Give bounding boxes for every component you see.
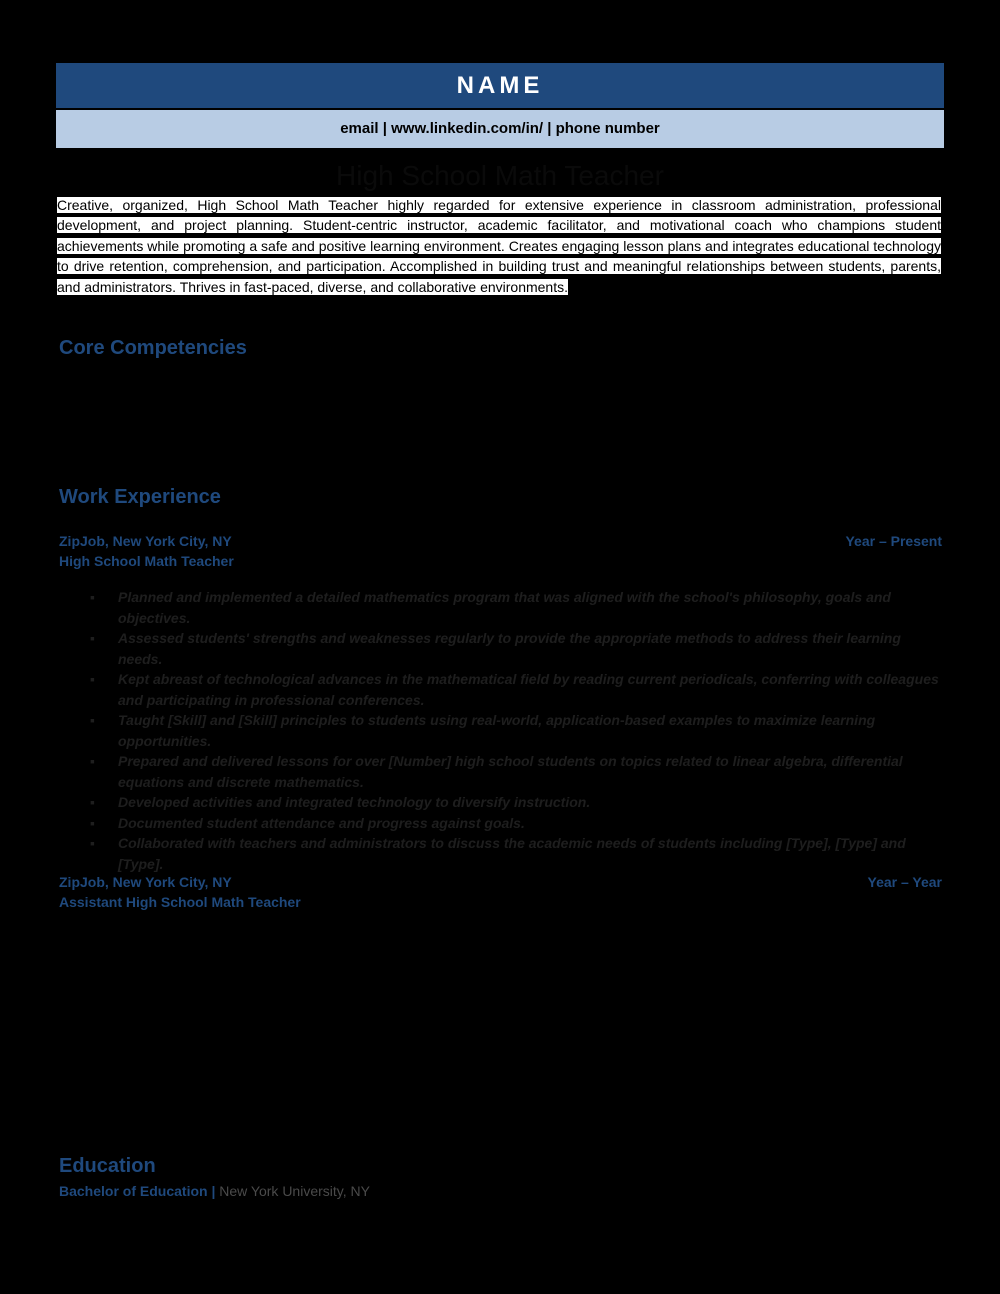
job-2-bullets — [90, 930, 940, 1115]
education-heading: Education — [59, 1155, 156, 1177]
job-2-company: ZipJob, New York City, NY — [59, 874, 232, 890]
list-item: ▪ Taught [Skill] and [Skill] principles to students using real-world, application-based examples to maximize learning opportunities. — [90, 710, 940, 751]
list-item — [90, 971, 940, 992]
competency-item — [80, 388, 395, 404]
job-title: High School Math Teacher — [336, 160, 664, 191]
job-2-header — [59, 874, 942, 890]
competency-item — [705, 428, 940, 444]
list-item: ▪ Developed activities and integrated technology to diversify instruction. — [90, 792, 940, 813]
job-1-company: ZipJob, New York City, NY — [59, 533, 232, 549]
job-1-header — [59, 533, 942, 549]
competency-item — [395, 388, 705, 404]
job-1-title: High School Math Teacher — [59, 553, 234, 569]
list-item: ▪ Planned and implemented a detailed mathematics program that was aligned with the school's philosophy, goals and objectives. — [90, 587, 940, 628]
candidate-name: NAME — [456, 72, 544, 99]
list-item — [90, 1012, 940, 1033]
list-item: ▪ Documented student attendance and progress against goals. — [90, 813, 940, 834]
list-item: ▪ Assessed students' strengths and weaknesses regularly to provide the appropriate methods to address their learning needs. — [90, 628, 940, 669]
education-entry — [59, 1183, 370, 1199]
core-competencies-heading: Core Competencies — [59, 337, 247, 359]
list-item — [90, 1074, 940, 1095]
list-item: ▪ Kept abreast of technological advances in the mathematical field by reading current periodicals, conferring with colleagues and participating in professional conferences. — [90, 669, 940, 710]
competency-item — [705, 408, 940, 424]
competency-item — [395, 428, 705, 444]
list-item: ▪ Prepared and delivered lessons for over [Number] high school students on topics related to linear algebra, differential equations and discrete mathematics. — [90, 751, 940, 792]
contact-info: email | www.linkedin.com/in/ | phone number — [56, 110, 944, 148]
degree: Bachelor of Education — [59, 1183, 208, 1199]
competency-grid — [80, 388, 940, 444]
list-item — [90, 1094, 940, 1115]
job-1-bullets — [90, 587, 940, 874]
summary-text: Creative, organized, High School Math Teacher highly regarded for extensive experience in classroom administration, professional development, and project planning. Student-centric instructor, academic facilitator, and motivational coach who champions student achievements while promoting a safe and positive learning environment. Creates engaging lesson plans and integrates educational technology to drive retention, comprehension, and participation. Accomplished in building trust and meaningful relationships between students, parents, and administrators. Thrives in fast-paced, diverse, and collaborative environments. — [57, 197, 941, 295]
name-banner — [56, 63, 944, 108]
school: New York University, NY — [219, 1183, 370, 1199]
competency-item — [705, 388, 940, 404]
list-item — [90, 951, 940, 972]
professional-summary — [57, 195, 941, 297]
job-2-dates: Year – Year — [867, 874, 942, 890]
competency-item — [395, 408, 705, 424]
list-item — [90, 1033, 940, 1054]
job-2-title: Assistant High School Math Teacher — [59, 894, 301, 910]
job-1-dates: Year – Present — [845, 533, 942, 549]
list-item: ▪ Collaborated with teachers and administrators to discuss the academic needs of students including [Type], [Type] and [Type]. — [90, 833, 940, 874]
competency-item — [80, 428, 395, 444]
competency-item — [80, 408, 395, 424]
list-item — [90, 930, 940, 951]
separator: | — [211, 1183, 216, 1199]
work-experience-heading: Work Experience — [59, 486, 221, 508]
list-item — [90, 1053, 940, 1074]
list-item — [90, 992, 940, 1013]
